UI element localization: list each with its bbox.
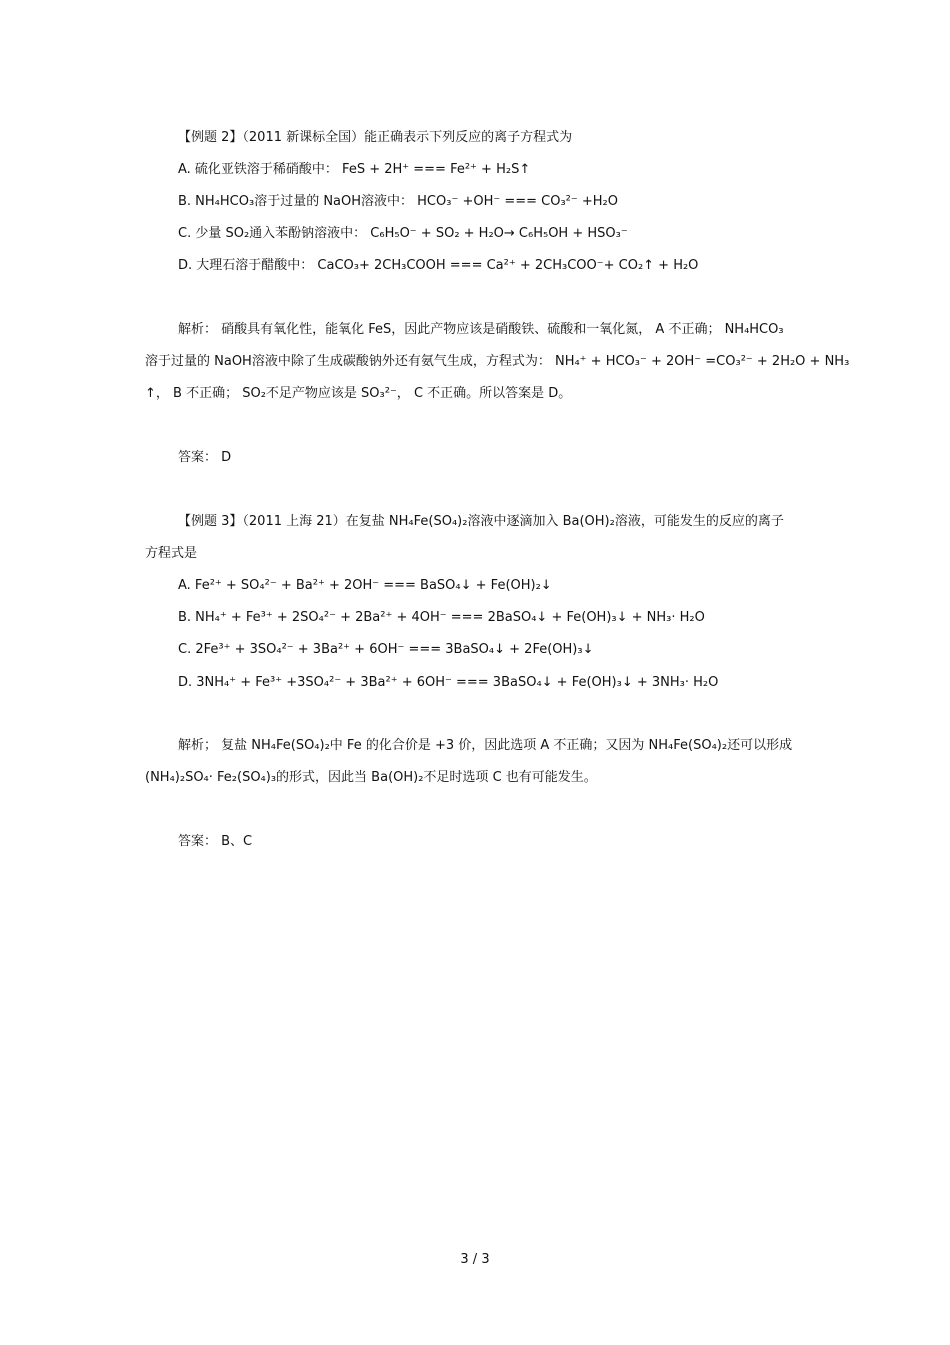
example-2-option-d: D. 大理石溶于醋酸中： CaCO₃+ 2CH₃COOH === Ca²⁺ + 2CH₃COO⁻+ CO₂↑ + H₂O: [178, 258, 699, 273]
example-3-option-d: D. 3NH₄⁺ + Fe³⁺ +3SO₄²⁻ + 3Ba²⁺ + 6OH⁻ === 3BaSO₄↓ + Fe(OH)₃↓ + 3NH₃· H₂O: [178, 675, 719, 690]
example-2-analysis-line-3: ↑， B 不正确； SO₂不足产物应该是 SO₃²⁻， C 不正确。所以答案是 D。: [145, 386, 572, 401]
example-3-analysis-line-2: (NH₄)₂SO₄· Fe₂(SO₄)₃的形式，因此当 Ba(OH)₂不足时选项 C 也有可能发生。: [145, 770, 597, 785]
example-2-heading: 【例题 2】（2011 新课标全国）能正确表示下列反应的离子方程式为: [178, 130, 573, 145]
example-2-analysis-line-2: 溶于过量的 NaOH溶液中除了生成碳酸钠外还有氨气生成，方程式为： NH₄⁺ + HCO₃⁻ + 2OH⁻ =CO₃²⁻ + 2H₂O + NH₃: [145, 354, 850, 369]
example-3-answer: 答案： B、C: [178, 834, 253, 849]
example-2-option-c: C. 少量 SO₂通入苯酚钠溶液中： C₆H₅O⁻ + SO₂ + H₂O→ C₆H₅OH + HSO₃⁻: [178, 226, 628, 241]
example-3-analysis-line-1: 解析； 复盐 NH₄Fe(SO₄)₂中 Fe 的化合价是 +3 价，因此选项 A 不正确；又因为 NH₄Fe(SO₄)₂还可以形成: [178, 738, 793, 753]
example-2-option-b: B. NH₄HCO₃溶于过量的 NaOH溶液中： HCO₃⁻ +OH⁻ === CO₃²⁻ +H₂O: [178, 194, 618, 209]
example-3-heading: 【例题 3】（2011 上海 21）在复盐 NH₄Fe(SO₄)₂溶液中逐滴加入 Ba(OH)₂溶液，可能发生的反应的离子: [178, 514, 784, 529]
page-number: 3 / 3: [460, 1252, 490, 1267]
example-2-answer: 答案： D: [178, 450, 232, 465]
example-3-option-c: C. 2Fe³⁺ + 3SO₄²⁻ + 3Ba²⁺ + 6OH⁻ === 3BaSO₄↓ + 2Fe(OH)₃↓: [178, 642, 594, 657]
example-2-analysis-line-1: 解析： 硝酸具有氧化性，能氧化 FeS，因此产物应该是硝酸铁、硫酸和一氧化氮， A 不正确； NH₄HCO₃: [178, 322, 784, 337]
example-2-option-a: A. 硫化亚铁溶于稀硝酸中： FeS + 2H⁺ === Fe²⁺ + H₂S↑: [178, 162, 531, 177]
example-3-option-a: A. Fe²⁺ + SO₄²⁻ + Ba²⁺ + 2OH⁻ === BaSO₄↓ + Fe(OH)₂↓: [178, 578, 552, 593]
example-3-heading-cont: 方程式是: [145, 546, 198, 561]
example-3-option-b: B. NH₄⁺ + Fe³⁺ + 2SO₄²⁻ + 2Ba²⁺ + 4OH⁻ === 2BaSO₄↓ + Fe(OH)₃↓ + NH₃· H₂O: [178, 610, 705, 625]
